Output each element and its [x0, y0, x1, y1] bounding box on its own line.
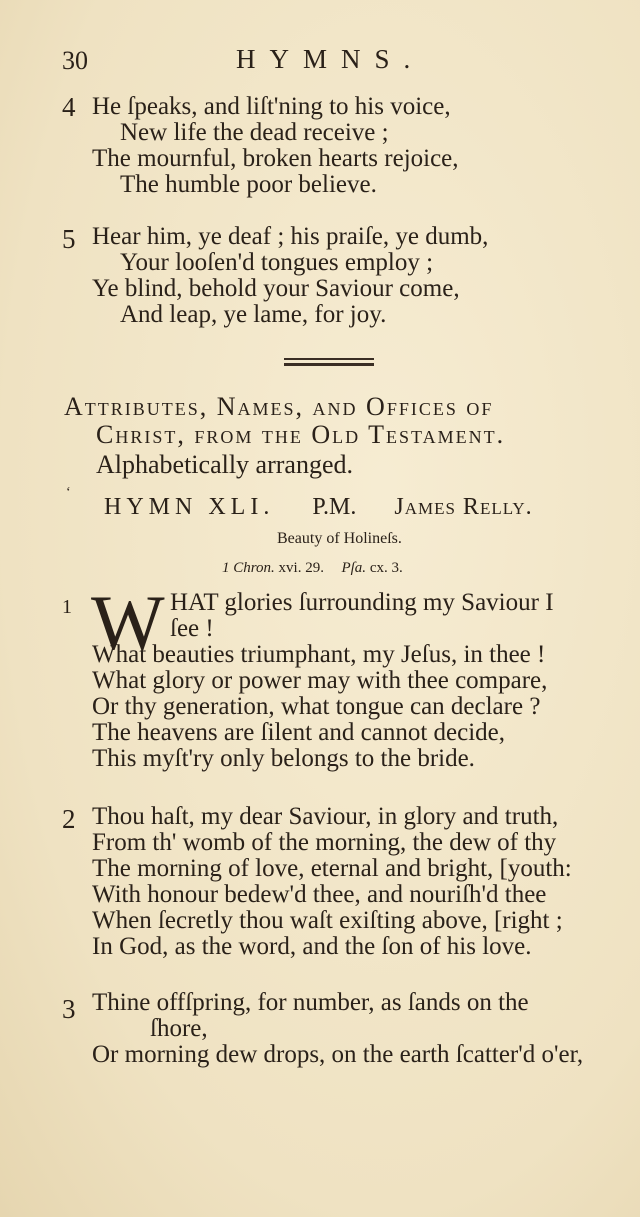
verse-line: From th' womb of the morning, the dew of thy [92, 829, 557, 856]
verse-line: The heavens are ſilent and cannot decide, [92, 719, 506, 746]
scripture-book-2: Pſa. [341, 560, 367, 576]
verse-line: What beauties triumphant, my Jeſus, in thee ! [92, 641, 546, 668]
verse-line: With honour bedew'd thee, and nouriſh'd thee [92, 881, 547, 908]
verse-line: And leap, ye lame, for joy. [120, 301, 387, 328]
verse-line: New life the dead receive ; [120, 119, 389, 146]
verse-line: What glory or power may with thee compare, [92, 667, 548, 694]
verse-line: When ſecretly thou waſt exiſting above, [right ; [92, 907, 563, 934]
margin-mark: ʻ [66, 485, 71, 500]
hymn-title: HYMN XLI. [104, 494, 275, 520]
scripture-chapter-1: xvi. 29. [278, 560, 324, 576]
section-heading-line: Attributes, Names, and Offices of [64, 392, 494, 421]
scripture-book-1: 1 Chron. [222, 560, 275, 576]
section-heading-line: Alphabetically arranged. [96, 450, 353, 479]
verse-line: Or thy generation, what tongue can declare ? [92, 693, 541, 720]
scripture-chapter-2: cx. 3. [369, 560, 403, 576]
verse-number: 2 [62, 804, 76, 834]
verse-line: The humble poor believe. [120, 171, 377, 198]
hymn-title-row [104, 494, 533, 521]
drop-cap: W [91, 579, 165, 666]
verse-line: In God, as the word, and the ſon of his love. [92, 933, 532, 960]
verse-line: Or morning dew drops, on the earth ſcatter'd o'er, [92, 1041, 584, 1068]
verse-line: Hear him, ye deaf ; his praiſe, ye dumb, [92, 223, 489, 250]
verse-number: 5 [62, 224, 76, 254]
verse-line: Thou haſt, my dear Saviour, in glory and truth, [92, 803, 559, 830]
verse-line: He ſpeaks, and liſt'ning to his voice, [92, 93, 451, 120]
verse-number: 1 [62, 596, 72, 618]
verse-line: The morning of love, eternal and bright, [youth: [92, 855, 572, 882]
verse-line: This myſt'ry only belongs to the bride. [92, 745, 475, 772]
verse-line: Your looſen'd tongues employ ; [120, 249, 434, 276]
page-number: 30 [62, 46, 88, 75]
verse-line: HAT glories ſurrounding my Saviour I [170, 589, 554, 616]
hymn-author: James Relly. [394, 494, 533, 520]
verse-line: The mournful, broken hearts rejoice, [92, 145, 459, 172]
page-header [0, 40, 640, 80]
verse-number: 4 [62, 92, 76, 122]
hymn-subtitle: Beauty of Holineſs. [277, 530, 402, 547]
hymn-meter: P.M. [312, 494, 357, 520]
verse-line: ſee ! [170, 615, 214, 642]
scripture-reference [222, 560, 403, 577]
running-title: HYMNS. [236, 44, 425, 74]
section-divider [284, 358, 374, 366]
section-heading-line: Christ, from the Old Testament. [96, 420, 506, 449]
verse-line: Thine offſpring, for number, as ſands on the [92, 989, 529, 1016]
verse-line: ſhore, [150, 1015, 208, 1042]
verse-line: Ye blind, behold your Saviour come, [92, 275, 460, 302]
verse-number: 3 [62, 994, 76, 1024]
